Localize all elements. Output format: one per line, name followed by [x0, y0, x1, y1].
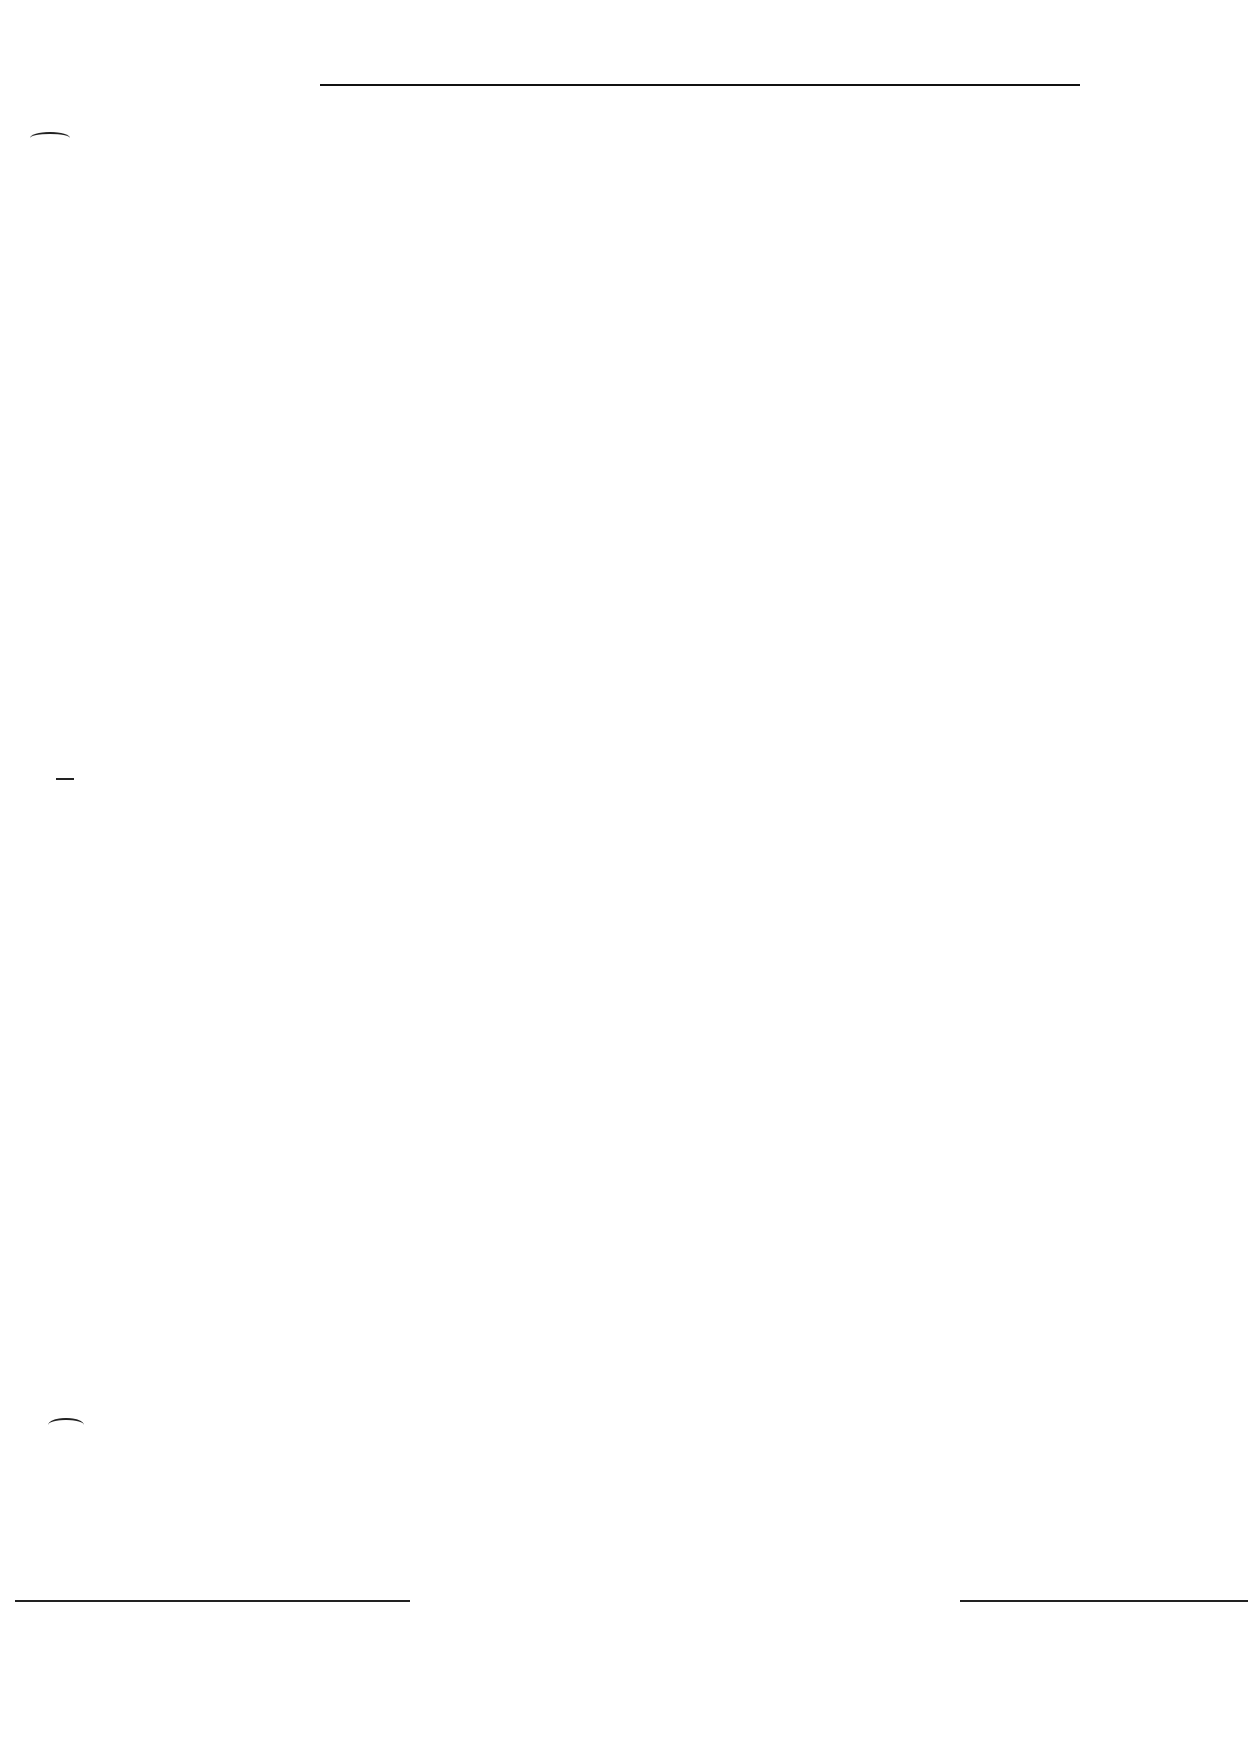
edge-line-left [15, 1600, 410, 1602]
section-header [320, 82, 1080, 86]
parts-list [248, 70, 1138, 96]
binder-mark-2 [56, 778, 74, 780]
edge-line-right [960, 1600, 1248, 1602]
page-footer [248, 1484, 1188, 1554]
binder-mark-1 [30, 132, 70, 144]
binder-mark-3 [48, 1418, 84, 1432]
